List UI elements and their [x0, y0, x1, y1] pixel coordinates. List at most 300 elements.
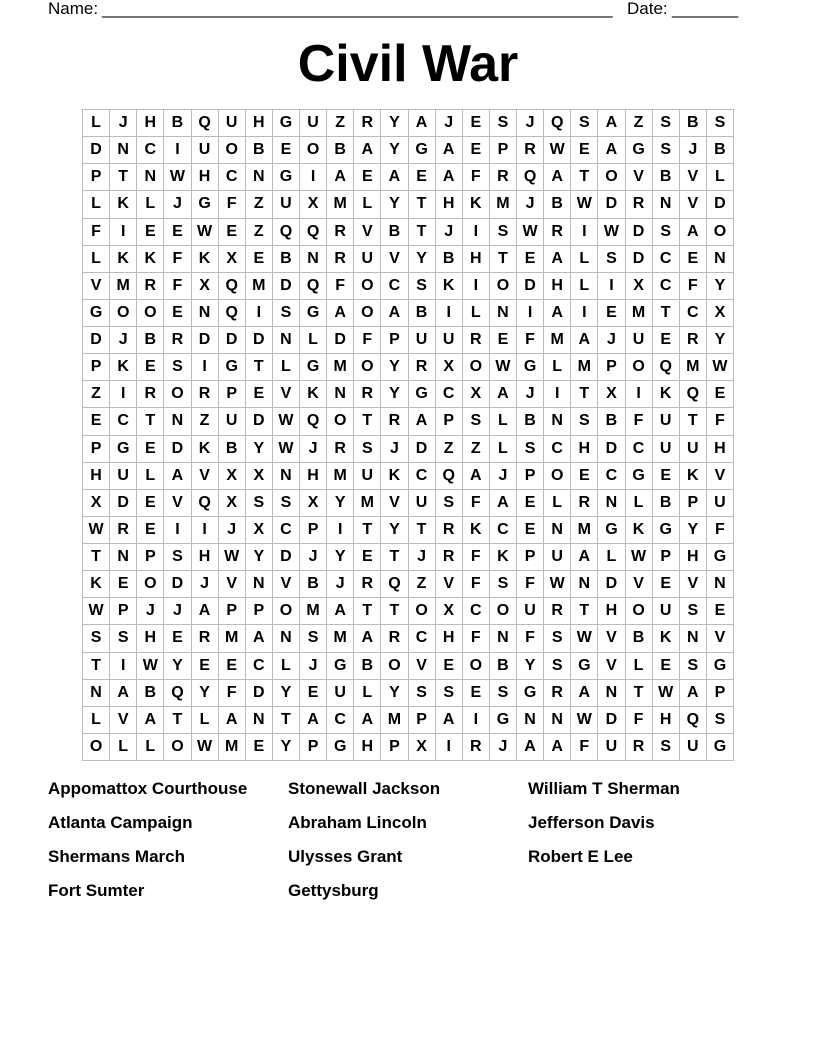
- grid-cell[interactable]: S: [354, 436, 381, 463]
- grid-cell[interactable]: X: [300, 191, 327, 218]
- grid-cell[interactable]: O: [626, 598, 653, 625]
- grid-cell[interactable]: R: [436, 517, 463, 544]
- grid-cell[interactable]: X: [246, 463, 273, 490]
- grid-cell[interactable]: N: [571, 571, 598, 598]
- grid-cell[interactable]: A: [680, 680, 707, 707]
- grid-cell[interactable]: S: [490, 571, 517, 598]
- grid-cell[interactable]: W: [273, 436, 300, 463]
- grid-cell[interactable]: M: [490, 191, 517, 218]
- grid-cell[interactable]: L: [192, 707, 219, 734]
- grid-cell[interactable]: N: [680, 625, 707, 652]
- grid-cell[interactable]: I: [246, 300, 273, 327]
- grid-cell[interactable]: E: [653, 571, 680, 598]
- grid-cell[interactable]: Q: [436, 463, 463, 490]
- grid-cell[interactable]: J: [680, 137, 707, 164]
- grid-cell[interactable]: V: [192, 463, 219, 490]
- grid-cell[interactable]: Z: [246, 191, 273, 218]
- grid-cell[interactable]: Y: [192, 680, 219, 707]
- grid-cell[interactable]: G: [598, 517, 625, 544]
- grid-cell[interactable]: H: [598, 598, 625, 625]
- grid-cell[interactable]: L: [544, 354, 571, 381]
- grid-cell[interactable]: X: [436, 598, 463, 625]
- grid-cell[interactable]: U: [219, 408, 246, 435]
- grid-cell[interactable]: E: [273, 137, 300, 164]
- grid-cell[interactable]: S: [517, 436, 544, 463]
- grid-cell[interactable]: D: [192, 327, 219, 354]
- grid-cell[interactable]: Y: [707, 327, 734, 354]
- grid-cell[interactable]: E: [653, 463, 680, 490]
- grid-cell[interactable]: P: [246, 598, 273, 625]
- grid-cell[interactable]: B: [137, 327, 164, 354]
- grid-cell[interactable]: R: [490, 164, 517, 191]
- grid-cell[interactable]: A: [436, 137, 463, 164]
- grid-cell[interactable]: P: [137, 544, 164, 571]
- grid-cell[interactable]: O: [110, 300, 137, 327]
- grid-cell[interactable]: G: [192, 191, 219, 218]
- grid-cell[interactable]: S: [246, 490, 273, 517]
- grid-cell[interactable]: H: [653, 707, 680, 734]
- grid-cell[interactable]: R: [571, 490, 598, 517]
- grid-cell[interactable]: V: [273, 381, 300, 408]
- grid-cell[interactable]: C: [273, 517, 300, 544]
- grid-cell[interactable]: V: [598, 653, 625, 680]
- grid-cell[interactable]: A: [409, 110, 436, 137]
- grid-cell[interactable]: F: [463, 544, 490, 571]
- grid-cell[interactable]: J: [300, 653, 327, 680]
- grid-cell[interactable]: G: [707, 653, 734, 680]
- grid-cell[interactable]: C: [409, 463, 436, 490]
- grid-cell[interactable]: I: [571, 300, 598, 327]
- grid-cell[interactable]: F: [327, 273, 354, 300]
- grid-cell[interactable]: N: [598, 490, 625, 517]
- grid-cell[interactable]: M: [219, 734, 246, 761]
- grid-cell[interactable]: E: [463, 680, 490, 707]
- grid-cell[interactable]: T: [490, 246, 517, 273]
- grid-cell[interactable]: P: [83, 436, 110, 463]
- grid-cell[interactable]: B: [354, 653, 381, 680]
- grid-cell[interactable]: E: [354, 544, 381, 571]
- grid-cell[interactable]: K: [137, 246, 164, 273]
- grid-cell[interactable]: J: [517, 381, 544, 408]
- grid-cell[interactable]: L: [463, 300, 490, 327]
- grid-cell[interactable]: N: [490, 300, 517, 327]
- grid-cell[interactable]: X: [246, 517, 273, 544]
- grid-cell[interactable]: Q: [192, 110, 219, 137]
- grid-cell[interactable]: C: [463, 598, 490, 625]
- grid-cell[interactable]: X: [219, 463, 246, 490]
- grid-cell[interactable]: R: [409, 354, 436, 381]
- grid-cell[interactable]: E: [680, 246, 707, 273]
- grid-cell[interactable]: B: [273, 246, 300, 273]
- grid-cell[interactable]: U: [354, 246, 381, 273]
- grid-cell[interactable]: M: [680, 354, 707, 381]
- grid-cell[interactable]: J: [110, 110, 137, 137]
- grid-cell[interactable]: B: [626, 625, 653, 652]
- grid-cell[interactable]: H: [436, 191, 463, 218]
- grid-cell[interactable]: I: [192, 517, 219, 544]
- grid-cell[interactable]: A: [571, 544, 598, 571]
- grid-cell[interactable]: V: [354, 219, 381, 246]
- grid-cell[interactable]: Y: [517, 653, 544, 680]
- grid-cell[interactable]: G: [409, 137, 436, 164]
- grid-cell[interactable]: M: [327, 191, 354, 218]
- grid-cell[interactable]: A: [110, 680, 137, 707]
- grid-cell[interactable]: P: [653, 544, 680, 571]
- grid-cell[interactable]: A: [544, 246, 571, 273]
- grid-cell[interactable]: D: [273, 544, 300, 571]
- grid-cell[interactable]: D: [327, 327, 354, 354]
- grid-cell[interactable]: C: [653, 246, 680, 273]
- grid-cell[interactable]: O: [137, 300, 164, 327]
- grid-cell[interactable]: L: [137, 463, 164, 490]
- grid-cell[interactable]: F: [517, 571, 544, 598]
- grid-cell[interactable]: Y: [327, 544, 354, 571]
- grid-cell[interactable]: M: [327, 354, 354, 381]
- grid-cell[interactable]: U: [409, 327, 436, 354]
- grid-cell[interactable]: S: [544, 625, 571, 652]
- grid-cell[interactable]: T: [164, 707, 191, 734]
- grid-cell[interactable]: B: [219, 436, 246, 463]
- grid-cell[interactable]: U: [544, 544, 571, 571]
- grid-cell[interactable]: G: [219, 354, 246, 381]
- grid-cell[interactable]: S: [571, 110, 598, 137]
- grid-cell[interactable]: D: [598, 436, 625, 463]
- grid-cell[interactable]: P: [219, 598, 246, 625]
- grid-cell[interactable]: A: [544, 734, 571, 761]
- grid-cell[interactable]: S: [164, 354, 191, 381]
- grid-cell[interactable]: R: [164, 327, 191, 354]
- grid-cell[interactable]: U: [653, 408, 680, 435]
- grid-cell[interactable]: Y: [381, 680, 408, 707]
- grid-cell[interactable]: T: [273, 707, 300, 734]
- grid-cell[interactable]: U: [653, 436, 680, 463]
- grid-cell[interactable]: E: [137, 436, 164, 463]
- grid-cell[interactable]: E: [409, 164, 436, 191]
- grid-cell[interactable]: Q: [544, 110, 571, 137]
- grid-cell[interactable]: B: [544, 191, 571, 218]
- grid-cell[interactable]: B: [436, 246, 463, 273]
- grid-cell[interactable]: J: [327, 571, 354, 598]
- grid-cell[interactable]: P: [83, 164, 110, 191]
- grid-cell[interactable]: H: [192, 544, 219, 571]
- grid-cell[interactable]: S: [409, 680, 436, 707]
- grid-cell[interactable]: I: [463, 707, 490, 734]
- grid-cell[interactable]: S: [83, 625, 110, 652]
- grid-cell[interactable]: J: [409, 544, 436, 571]
- grid-cell[interactable]: J: [300, 544, 327, 571]
- grid-cell[interactable]: T: [381, 598, 408, 625]
- grid-cell[interactable]: Q: [653, 354, 680, 381]
- grid-cell[interactable]: V: [598, 625, 625, 652]
- grid-cell[interactable]: K: [110, 246, 137, 273]
- grid-cell[interactable]: V: [436, 571, 463, 598]
- grid-cell[interactable]: K: [381, 463, 408, 490]
- grid-cell[interactable]: I: [436, 300, 463, 327]
- grid-cell[interactable]: L: [354, 680, 381, 707]
- grid-cell[interactable]: S: [273, 300, 300, 327]
- grid-cell[interactable]: V: [707, 463, 734, 490]
- grid-cell[interactable]: P: [598, 354, 625, 381]
- grid-cell[interactable]: J: [137, 598, 164, 625]
- grid-cell[interactable]: E: [137, 219, 164, 246]
- grid-cell[interactable]: F: [626, 707, 653, 734]
- grid-cell[interactable]: G: [110, 436, 137, 463]
- grid-cell[interactable]: O: [164, 734, 191, 761]
- grid-cell[interactable]: F: [517, 327, 544, 354]
- grid-cell[interactable]: N: [273, 463, 300, 490]
- grid-cell[interactable]: P: [680, 490, 707, 517]
- grid-cell[interactable]: G: [83, 300, 110, 327]
- grid-cell[interactable]: D: [83, 327, 110, 354]
- grid-cell[interactable]: S: [598, 246, 625, 273]
- grid-cell[interactable]: S: [110, 625, 137, 652]
- grid-cell[interactable]: C: [327, 707, 354, 734]
- grid-cell[interactable]: W: [571, 707, 598, 734]
- grid-cell[interactable]: A: [490, 381, 517, 408]
- grid-cell[interactable]: H: [83, 463, 110, 490]
- grid-cell[interactable]: J: [110, 327, 137, 354]
- grid-cell[interactable]: J: [436, 219, 463, 246]
- grid-cell[interactable]: F: [164, 246, 191, 273]
- grid-cell[interactable]: E: [164, 300, 191, 327]
- grid-cell[interactable]: Q: [517, 164, 544, 191]
- grid-cell[interactable]: S: [463, 408, 490, 435]
- grid-cell[interactable]: M: [327, 463, 354, 490]
- grid-cell[interactable]: Q: [300, 273, 327, 300]
- grid-cell[interactable]: E: [192, 653, 219, 680]
- grid-cell[interactable]: A: [463, 463, 490, 490]
- grid-cell[interactable]: G: [707, 544, 734, 571]
- grid-cell[interactable]: S: [436, 490, 463, 517]
- grid-cell[interactable]: I: [327, 517, 354, 544]
- grid-cell[interactable]: A: [354, 707, 381, 734]
- grid-cell[interactable]: H: [354, 734, 381, 761]
- grid-cell[interactable]: I: [164, 517, 191, 544]
- grid-cell[interactable]: T: [83, 544, 110, 571]
- grid-cell[interactable]: M: [354, 490, 381, 517]
- grid-cell[interactable]: E: [246, 734, 273, 761]
- grid-cell[interactable]: V: [680, 191, 707, 218]
- grid-cell[interactable]: Q: [192, 490, 219, 517]
- grid-cell[interactable]: N: [164, 408, 191, 435]
- grid-cell[interactable]: Y: [707, 273, 734, 300]
- grid-cell[interactable]: X: [626, 273, 653, 300]
- grid-cell[interactable]: W: [192, 219, 219, 246]
- grid-cell[interactable]: R: [436, 544, 463, 571]
- grid-cell[interactable]: L: [598, 544, 625, 571]
- grid-cell[interactable]: Y: [680, 517, 707, 544]
- grid-cell[interactable]: U: [409, 490, 436, 517]
- grid-cell[interactable]: D: [273, 273, 300, 300]
- grid-cell[interactable]: R: [327, 246, 354, 273]
- name-blank-line[interactable]: ______________________________________________________: [102, 0, 613, 18]
- grid-cell[interactable]: J: [164, 191, 191, 218]
- grid-cell[interactable]: K: [192, 436, 219, 463]
- grid-cell[interactable]: A: [327, 598, 354, 625]
- grid-cell[interactable]: I: [110, 219, 137, 246]
- grid-cell[interactable]: T: [680, 408, 707, 435]
- grid-cell[interactable]: W: [219, 544, 246, 571]
- grid-cell[interactable]: R: [680, 327, 707, 354]
- grid-cell[interactable]: S: [273, 490, 300, 517]
- grid-cell[interactable]: D: [164, 436, 191, 463]
- grid-cell[interactable]: L: [490, 408, 517, 435]
- grid-cell[interactable]: I: [598, 273, 625, 300]
- grid-cell[interactable]: I: [463, 219, 490, 246]
- grid-cell[interactable]: E: [517, 246, 544, 273]
- grid-cell[interactable]: H: [544, 273, 571, 300]
- grid-cell[interactable]: W: [571, 625, 598, 652]
- grid-cell[interactable]: G: [571, 653, 598, 680]
- grid-cell[interactable]: J: [192, 571, 219, 598]
- grid-cell[interactable]: T: [571, 164, 598, 191]
- grid-cell[interactable]: T: [137, 408, 164, 435]
- grid-cell[interactable]: W: [544, 137, 571, 164]
- grid-cell[interactable]: O: [598, 164, 625, 191]
- grid-cell[interactable]: Z: [192, 408, 219, 435]
- grid-cell[interactable]: H: [707, 436, 734, 463]
- grid-cell[interactable]: Q: [300, 408, 327, 435]
- grid-cell[interactable]: R: [354, 571, 381, 598]
- grid-cell[interactable]: R: [626, 734, 653, 761]
- grid-cell[interactable]: D: [246, 680, 273, 707]
- grid-cell[interactable]: W: [192, 734, 219, 761]
- grid-cell[interactable]: D: [707, 191, 734, 218]
- grid-cell[interactable]: T: [571, 381, 598, 408]
- grid-cell[interactable]: E: [490, 327, 517, 354]
- grid-cell[interactable]: Q: [273, 219, 300, 246]
- date-blank-line[interactable]: _______: [672, 0, 739, 18]
- grid-cell[interactable]: H: [137, 110, 164, 137]
- grid-cell[interactable]: N: [246, 164, 273, 191]
- grid-cell[interactable]: Y: [273, 734, 300, 761]
- grid-cell[interactable]: C: [626, 436, 653, 463]
- grid-cell[interactable]: P: [517, 544, 544, 571]
- grid-cell[interactable]: P: [490, 137, 517, 164]
- grid-cell[interactable]: D: [164, 571, 191, 598]
- grid-cell[interactable]: U: [219, 110, 246, 137]
- grid-cell[interactable]: S: [680, 653, 707, 680]
- grid-cell[interactable]: K: [463, 517, 490, 544]
- grid-cell[interactable]: D: [83, 137, 110, 164]
- grid-cell[interactable]: K: [110, 354, 137, 381]
- grid-cell[interactable]: Z: [436, 436, 463, 463]
- grid-cell[interactable]: C: [409, 625, 436, 652]
- grid-cell[interactable]: D: [598, 191, 625, 218]
- grid-cell[interactable]: I: [544, 381, 571, 408]
- grid-cell[interactable]: K: [300, 381, 327, 408]
- grid-cell[interactable]: X: [192, 273, 219, 300]
- grid-cell[interactable]: G: [653, 517, 680, 544]
- grid-cell[interactable]: F: [83, 219, 110, 246]
- grid-cell[interactable]: M: [219, 625, 246, 652]
- grid-cell[interactable]: I: [192, 354, 219, 381]
- grid-cell[interactable]: G: [490, 707, 517, 734]
- grid-cell[interactable]: A: [137, 707, 164, 734]
- grid-cell[interactable]: I: [110, 381, 137, 408]
- grid-cell[interactable]: U: [110, 463, 137, 490]
- grid-cell[interactable]: B: [246, 137, 273, 164]
- grid-cell[interactable]: W: [164, 164, 191, 191]
- grid-cell[interactable]: G: [517, 354, 544, 381]
- grid-cell[interactable]: T: [409, 191, 436, 218]
- grid-cell[interactable]: A: [598, 110, 625, 137]
- grid-cell[interactable]: L: [490, 436, 517, 463]
- grid-cell[interactable]: I: [300, 164, 327, 191]
- grid-cell[interactable]: U: [354, 463, 381, 490]
- grid-cell[interactable]: W: [653, 680, 680, 707]
- grid-cell[interactable]: G: [273, 110, 300, 137]
- grid-cell[interactable]: F: [164, 273, 191, 300]
- grid-cell[interactable]: R: [517, 137, 544, 164]
- grid-cell[interactable]: L: [83, 191, 110, 218]
- grid-cell[interactable]: K: [490, 544, 517, 571]
- grid-cell[interactable]: R: [192, 625, 219, 652]
- grid-cell[interactable]: K: [653, 625, 680, 652]
- grid-cell[interactable]: B: [164, 110, 191, 137]
- grid-cell[interactable]: Q: [680, 381, 707, 408]
- grid-cell[interactable]: O: [137, 571, 164, 598]
- grid-cell[interactable]: Y: [273, 680, 300, 707]
- grid-cell[interactable]: L: [544, 490, 571, 517]
- grid-cell[interactable]: O: [463, 653, 490, 680]
- grid-cell[interactable]: D: [219, 327, 246, 354]
- grid-cell[interactable]: T: [110, 164, 137, 191]
- grid-cell[interactable]: Z: [463, 436, 490, 463]
- grid-cell[interactable]: V: [626, 164, 653, 191]
- grid-cell[interactable]: P: [381, 734, 408, 761]
- grid-cell[interactable]: I: [436, 734, 463, 761]
- grid-cell[interactable]: E: [137, 354, 164, 381]
- grid-cell[interactable]: P: [300, 734, 327, 761]
- grid-cell[interactable]: S: [300, 625, 327, 652]
- grid-cell[interactable]: A: [354, 137, 381, 164]
- grid-cell[interactable]: T: [571, 598, 598, 625]
- grid-cell[interactable]: Z: [626, 110, 653, 137]
- grid-cell[interactable]: B: [300, 571, 327, 598]
- grid-cell[interactable]: C: [544, 436, 571, 463]
- grid-cell[interactable]: L: [626, 490, 653, 517]
- grid-cell[interactable]: L: [83, 246, 110, 273]
- grid-cell[interactable]: Y: [409, 246, 436, 273]
- grid-cell[interactable]: N: [544, 408, 571, 435]
- grid-cell[interactable]: I: [463, 273, 490, 300]
- grid-cell[interactable]: O: [164, 381, 191, 408]
- grid-cell[interactable]: L: [571, 246, 598, 273]
- grid-cell[interactable]: T: [381, 544, 408, 571]
- grid-cell[interactable]: J: [490, 734, 517, 761]
- grid-cell[interactable]: L: [571, 273, 598, 300]
- grid-cell[interactable]: L: [273, 653, 300, 680]
- grid-cell[interactable]: E: [246, 381, 273, 408]
- grid-cell[interactable]: P: [436, 408, 463, 435]
- grid-cell[interactable]: F: [517, 625, 544, 652]
- grid-cell[interactable]: L: [707, 164, 734, 191]
- grid-cell[interactable]: K: [653, 381, 680, 408]
- grid-cell[interactable]: V: [110, 707, 137, 734]
- grid-cell[interactable]: P: [409, 707, 436, 734]
- grid-cell[interactable]: O: [463, 354, 490, 381]
- grid-cell[interactable]: A: [409, 408, 436, 435]
- grid-cell[interactable]: D: [517, 273, 544, 300]
- grid-cell[interactable]: V: [83, 273, 110, 300]
- grid-cell[interactable]: O: [83, 734, 110, 761]
- grid-cell[interactable]: G: [626, 463, 653, 490]
- grid-cell[interactable]: E: [219, 219, 246, 246]
- grid-cell[interactable]: S: [653, 110, 680, 137]
- grid-cell[interactable]: R: [463, 734, 490, 761]
- grid-cell[interactable]: V: [381, 246, 408, 273]
